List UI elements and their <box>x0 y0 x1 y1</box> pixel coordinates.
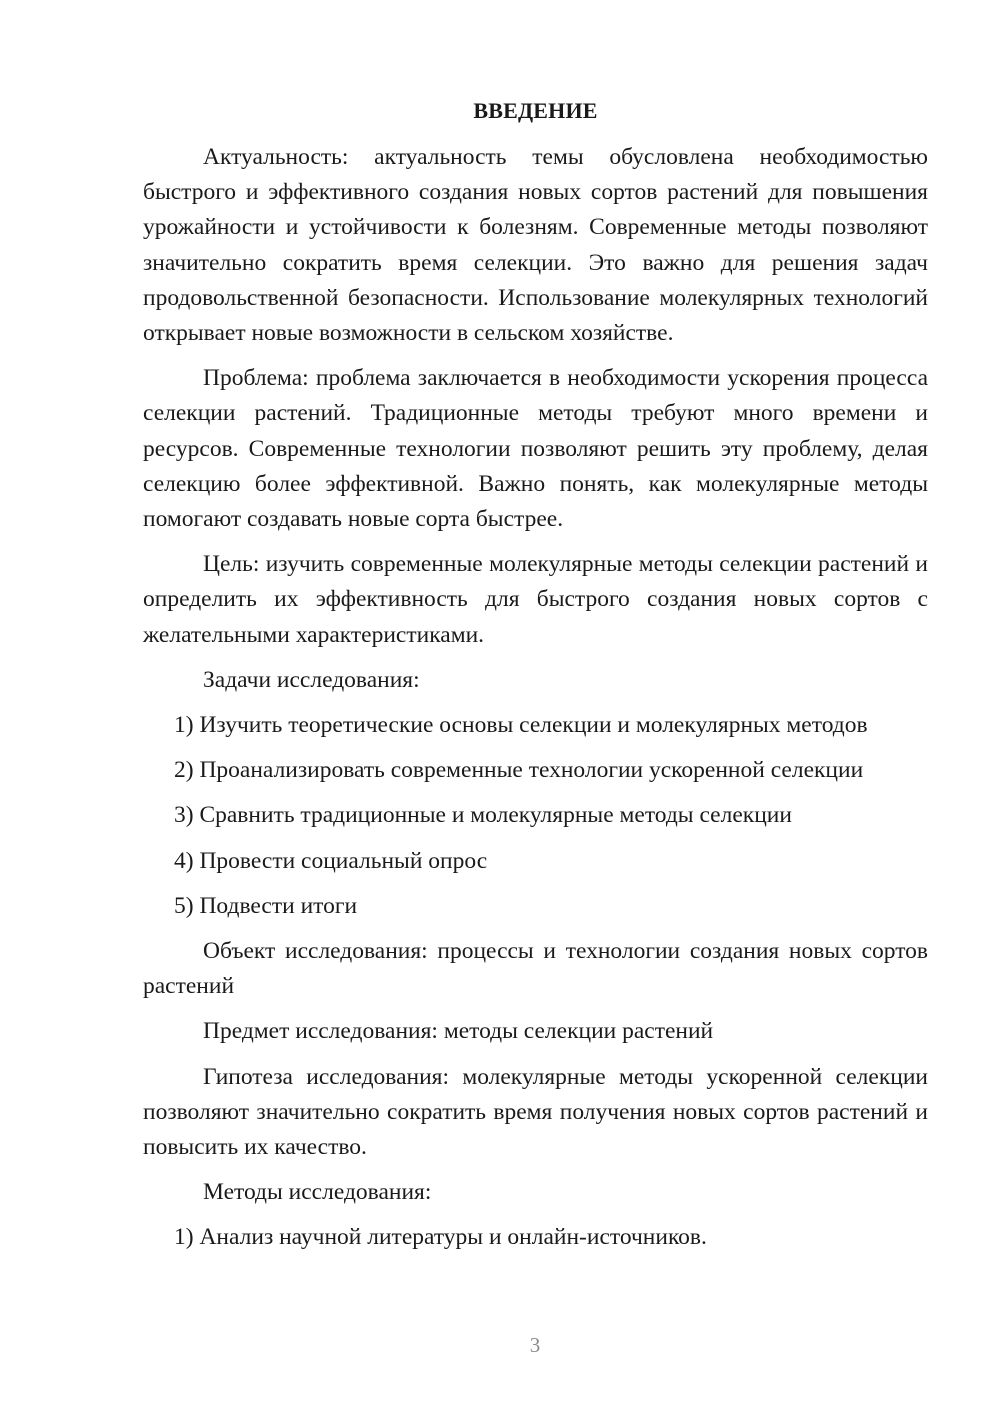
methods-label: Методы исследования: <box>203 1179 432 1206</box>
paragraph-subject: Предмет исследования: методы селекции растений <box>203 1018 714 1045</box>
page-content <box>143 93 928 1266</box>
list-item: 3) Сравнить традиционные и молекулярные методы селекции <box>174 802 792 829</box>
paragraph-hypothesis: Гипотеза исследования: молекулярные методы ускоренной селекции позволяют значительно сократить время получения новых сортов растений и повысить их качество. <box>143 1063 928 1161</box>
page-number: 3 <box>529 1333 541 1357</box>
paragraph-problem: Проблема: проблема заключается в необходимости ускорения процесса селекции растений. Традиционные методы требуют много времени и ресурсов. Современные технологии позволяют решить эту проблему, делая селекцию более эффективной. Важно понять, как молекулярные методы помогают создавать новые сорта быстрее. <box>143 365 928 533</box>
methods-list <box>143 1220 928 1255</box>
list-item: 4) Провести социальный опрос <box>174 847 488 874</box>
list-item: 1) Анализ научной литературы и онлайн-источников. <box>174 1224 707 1251</box>
list-item: 5) Подвести итоги <box>174 892 358 919</box>
paragraph-goal: Цель: изучить современные молекулярные методы селекции растений и определить их эффективность для быстрого создания новых сортов с желательными характеристиками. <box>143 551 928 648</box>
list-item: 1) Изучить теоретические основы селекции и молекулярных методов <box>174 712 868 739</box>
paragraph-relevance: Актуальность: актуальность темы обусловлена необходимостью быстрого и эффективного создания новых сортов растений для повышения урожайности и устойчивости к болезням. Современные методы позволяют значительно сократить время селекции. Это важно для решения задач продовольственной безопасности. Использование молекулярных технологий открывает новые возможности в сельском хозяйстве. <box>143 144 928 347</box>
section-heading: ВВЕДЕНИЕ <box>473 98 598 123</box>
tasks-label: Задачи исследования: <box>203 666 420 693</box>
list-item: 2) Проанализировать современные технологии ускоренной селекции <box>174 757 864 784</box>
tasks-list <box>143 708 928 924</box>
paragraph-object: Объект исследования: процессы и технологии создания новых сортов растений <box>143 938 928 1000</box>
